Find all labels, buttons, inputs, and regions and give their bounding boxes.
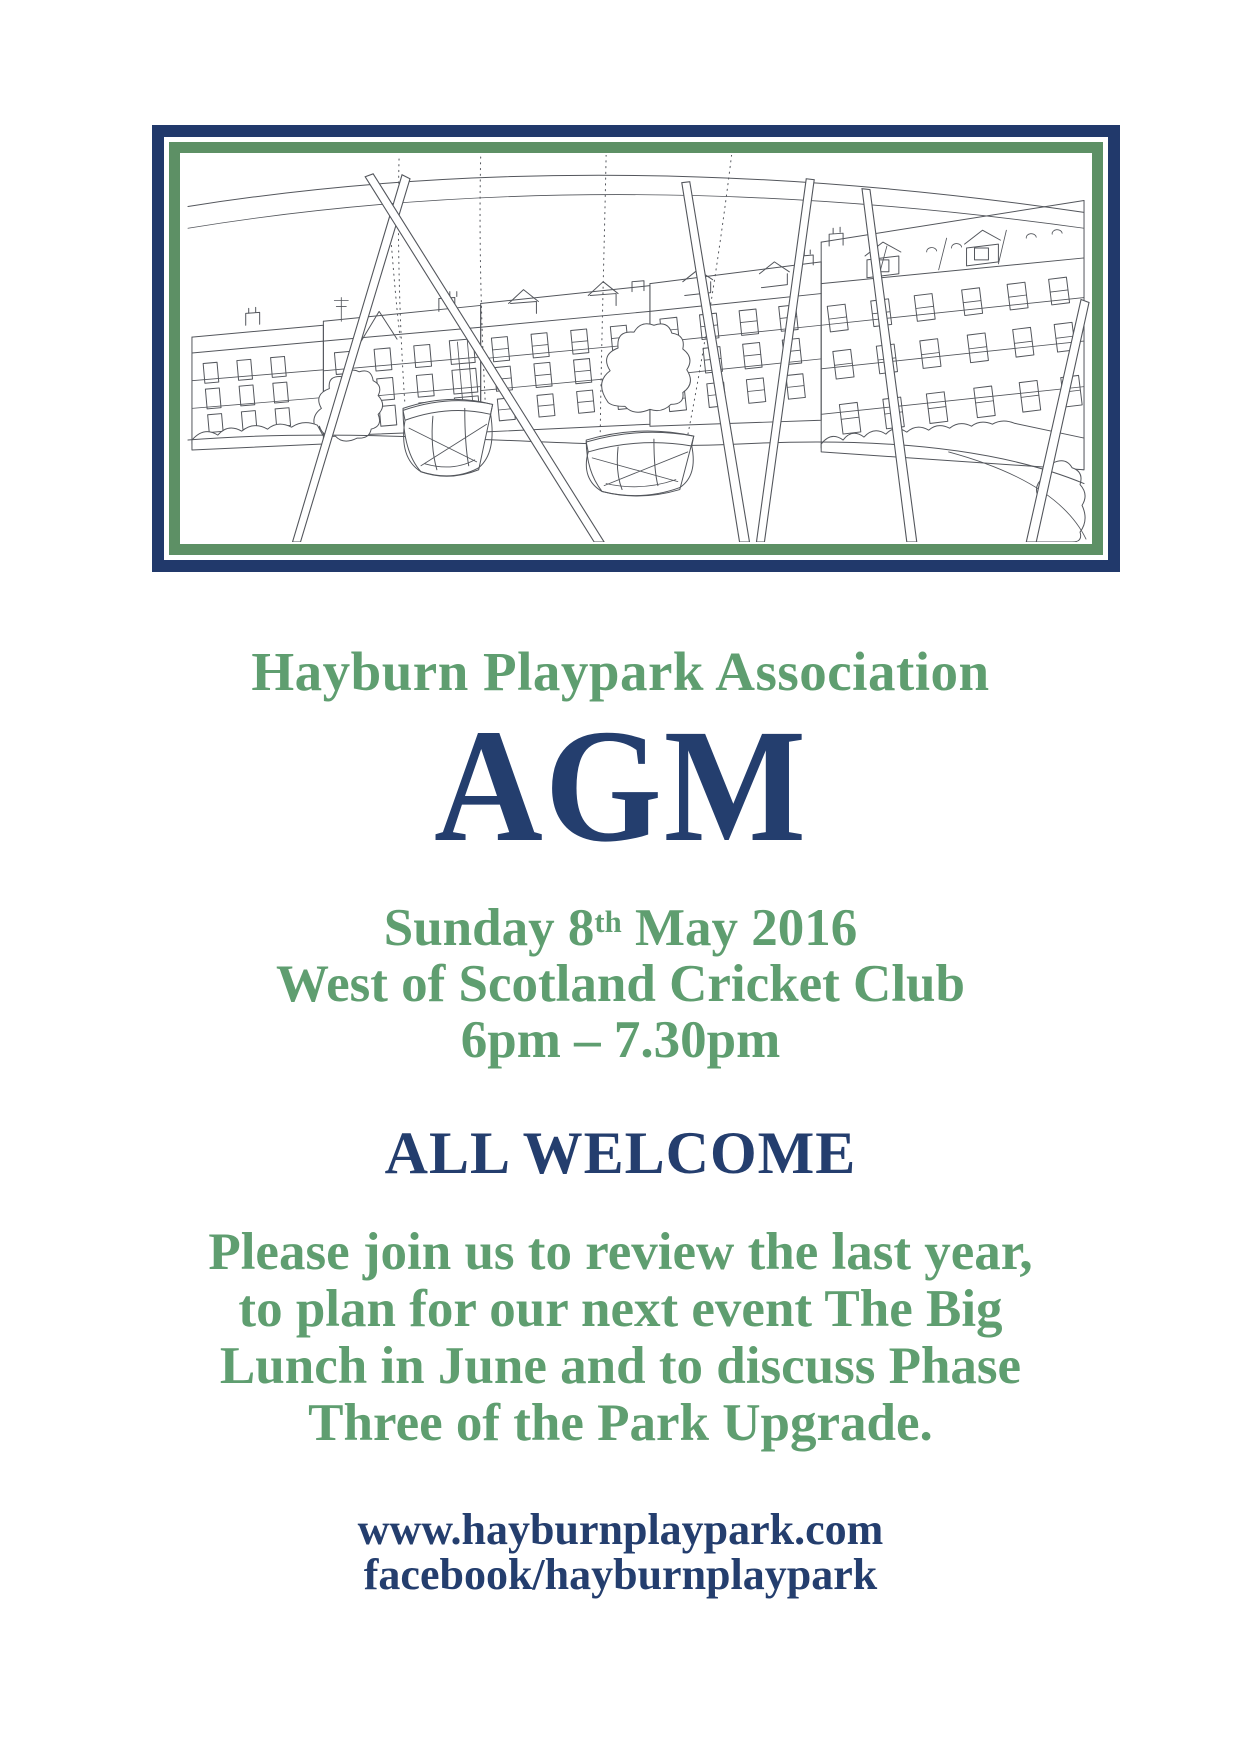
organization-title: Hayburn Playpark Association: [251, 641, 990, 702]
description-line: Lunch in June and to discuss Phase: [219, 1337, 1022, 1395]
basket-swing-middle: [586, 431, 694, 496]
description-line: Three of the Park Upgrade.: [308, 1394, 933, 1452]
facebook-handle: facebook/hayburnplaypark: [363, 1550, 878, 1599]
event-venue: West of Scotland Cricket Club: [276, 954, 965, 1013]
event-description: [0, 1224, 1241, 1452]
event-details: [0, 894, 1241, 1068]
contact-links: [0, 1507, 1241, 1597]
swing-frame-poles: [293, 174, 1089, 542]
event-title-text: AGM: [433, 697, 808, 876]
event-title: [0, 697, 1241, 876]
website-url: www.hayburnplaypark.com: [357, 1505, 884, 1554]
date-ordinal: th: [594, 905, 622, 939]
illustration-frame-inner: [169, 142, 1103, 555]
illustration-frame: [152, 125, 1120, 572]
event-date: Sunday 8th May 2016: [383, 898, 858, 957]
event-time: 6pm – 7.30pm: [460, 1010, 781, 1069]
description-line: to plan for our next event The Big: [238, 1280, 1003, 1338]
sky-arc-lines: [188, 175, 1084, 228]
description-line: Please join us to review the last year,: [208, 1223, 1033, 1281]
welcome-banner: ALL WELCOME: [384, 1120, 857, 1186]
playpark-illustration: [182, 155, 1090, 542]
basket-swing-left: [403, 399, 493, 476]
